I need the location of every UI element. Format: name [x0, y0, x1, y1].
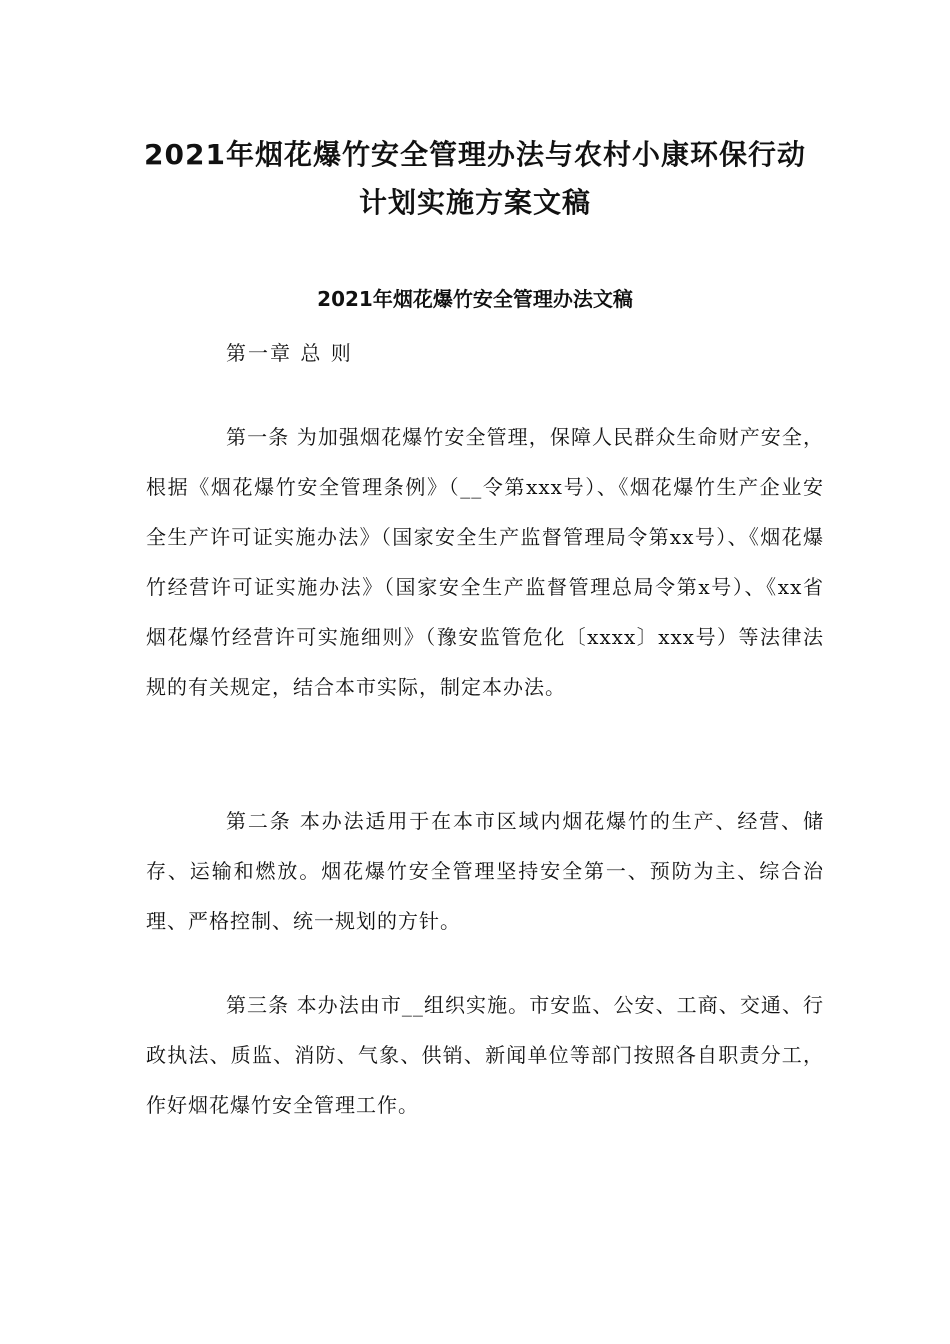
- document-title-line-2: 计划实施方案文稿: [358, 186, 591, 219]
- section-subtitle: 2021年烟花爆竹安全管理办法文稿: [317, 287, 633, 311]
- article-3: 第三条 本办法由市__组织实施。市安监、公安、工商、交通、行政执法、质监、消防、气象、供销、新闻单位等部门按照各自职责分工，作好烟花爆竹安全管理工作。: [146, 993, 824, 1117]
- document-title: [0, 131, 950, 227]
- article-2: 第二条 本办法适用于在本市区域内烟花爆竹的生产、经营、储存、运输和燃放。烟花爆竹安全管理坚持安全第一、预防为主、综合治理、严格控制、统一规划的方针。: [146, 809, 824, 933]
- document-title-line-1: 2021年烟花爆竹安全管理办法与农村小康环保行动: [144, 138, 806, 171]
- article-1: 第一条 为加强烟花爆竹安全管理，保障人民群众生命财产安全，根据《烟花爆竹安全管理条例》（__令第xxx号）、《烟花爆竹生产企业安全生产许可证实施办法》（国家安全生产监督管理局令第xx号）、《烟花爆竹经营许可证实施办法》（国家安全生产监督管理总局令第x号）、《xx省烟花爆竹经营许可实施细则》（豫安监管危化〔xxxx〕xxx号）等法律法规的有关规定，结合本市实际，制定本办法。: [146, 425, 824, 699]
- chapter-heading: 第一章 总 则: [226, 341, 353, 365]
